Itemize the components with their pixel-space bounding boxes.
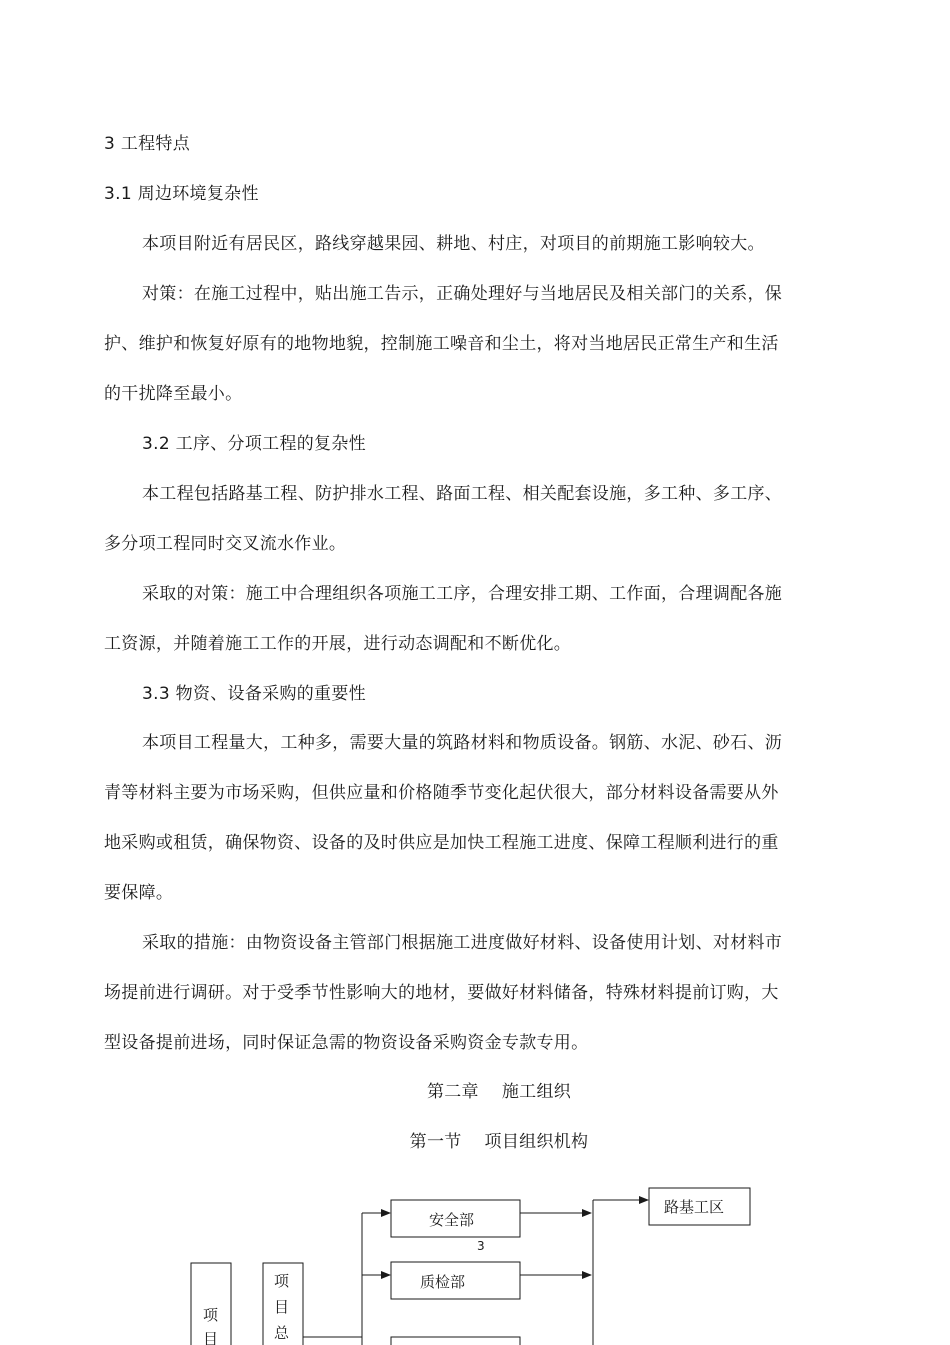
section-heading-3: 3 工程特点: [104, 134, 191, 154]
paragraph-line: 场提前进行调研。对于受季节性影响大的地材，要做好材料储备，特殊材料提前订购，大: [104, 983, 779, 1003]
dept-label-quality: 质检部: [420, 1273, 466, 1291]
paragraph-line: 的干扰降至最小。: [104, 384, 243, 404]
org-box-second-char: 总: [274, 1324, 290, 1342]
paragraph-line: 采取的对策：施工中合理组织各项施工工序，合理安排工期、工作面，合理调配各施: [142, 584, 783, 604]
paragraph-line: 型设备提前进场，同时保证急需的物资设备采购资金专款专用。: [104, 1033, 589, 1053]
org-box-left-char: 目: [203, 1330, 219, 1345]
paragraph-line: 采取的措施：由物资设备主管部门根据施工进度做好材料、设备使用计划、对材料市: [142, 933, 783, 953]
paragraph-line: 地采购或租赁，确保物资、设备的及时供应是加快工程施工进度、保障工程顺利进行的重: [104, 833, 779, 853]
section-heading-3-1: 3.1 周边环境复杂性: [104, 184, 259, 204]
paragraph-line: 青等材料主要为市场采购，但供应量和价格随季节变化起伏很大，部分材料设备需要从外: [104, 783, 779, 803]
paragraph-line: 本项目工程量大，工种多，需要大量的筑路材料和物质设备。钢筋、水泥、砂石、沥: [142, 733, 783, 753]
dept-label-safety: 安全部: [429, 1211, 475, 1229]
paragraph-line: 对策：在施工过程中，贴出施工告示，正确处理好与当地居民及相关部门的关系，保: [142, 284, 783, 304]
paragraph-line: 护、维护和恢复好原有的地物地貌，控制施工噪音和尘土，将对当地居民正常生产和生活: [104, 334, 779, 354]
paragraph-line: 要保障。: [104, 883, 174, 903]
section-heading-3-2: 3.2 工序、分项工程的复杂性: [142, 434, 366, 454]
paragraph-line: 本项目附近有居民区，路线穿越果园、耕地、村庄，对项目的前期施工影响较大。: [142, 234, 765, 254]
paragraph-line: 工资源，并随着施工工作的开展，进行动态调配和不断优化。: [104, 634, 572, 654]
org-box-second-char: 项: [274, 1272, 290, 1290]
org-box-left-char: 项: [203, 1306, 219, 1324]
paragraph-line: 本工程包括路基工程、防护排水工程、路面工程、相关配套设施，多工种、多工序、: [142, 484, 783, 504]
section-heading-3-3: 3.3 物资、设备采购的重要性: [142, 684, 366, 704]
chapter-title: 第二章 施工组织: [426, 1082, 572, 1102]
section-title: 第一节 项目组织机构: [409, 1132, 589, 1152]
zone-label-subgrade: 路基工区: [664, 1198, 725, 1216]
page-number: 3: [477, 1239, 485, 1253]
dept-box-partial: [391, 1337, 520, 1345]
org-box-second-char: 目: [274, 1298, 290, 1316]
paragraph-line: 多分项工程同时交叉流水作业。: [104, 534, 347, 554]
